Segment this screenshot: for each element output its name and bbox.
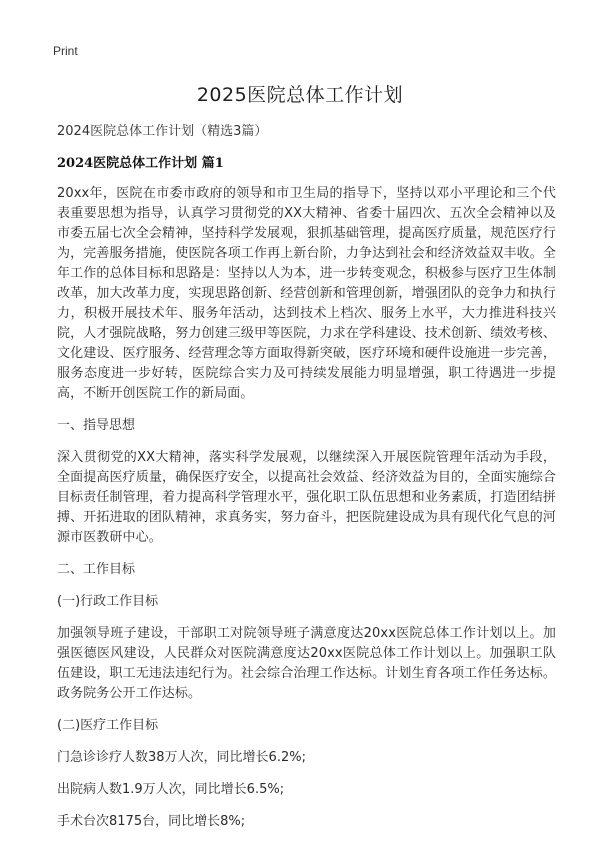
metric-surgery: 手术台次8175台，同比增长8%; <box>57 814 246 829</box>
heading-work-goals: 二、工作目标 <box>57 562 136 577</box>
document-body <box>57 122 556 844</box>
metric-outpatient: 门急诊诊疗人数38万人次，同比增长6.2%; <box>57 750 306 765</box>
document-subtitle: 2024医院总体工作计划（精选3篇） <box>57 124 268 139</box>
subheading-admin-goals: (一)行政工作目标 <box>57 594 159 609</box>
intro-paragraph: 20xx年，医院在市委市政府的领导和市卫生局的指导下，坚持以邓小平理论和三个代表重要思想为指导，认真学习贯彻党的XX大精神、省委十届四次、五次全会精神以及市委五届七次全会精神，坚持科学发展观，狠抓基础管理，提高医疗质量，规范医疗行为，完善服务措施，使医院各项工作再上新台阶，力争达到社会和经济效益双丰收。全年工作的总体目标和思路是：坚持以人为本，进一步转变观念，积极参与医疗卫生体制改革，加大改革力度，实现思路创新、经营创新和管理创新，增强团队的竞争力和执行力，积极开展技术年、服务年活动，达到技术上档次、服务上水平，大力推进科技兴院，人才强院战略，努力创建三级甲等医院，力求在学科建设、技术创新、绩效考核、文化建设、医疗服务、经营理念等方面取得新突破，医疗环境和硬件设施进一步完善，服务态度进一步好转，医院综合实力及可持续发展能力明显增强，职工待遇进一步提高，不断开创医院工作的新局面。 <box>57 186 556 401</box>
admin-paragraph: 加强领导班子建设，干部职工对院领导班子满意度达20xx医院总体工作计划以上。加强医德医风建设，人民群众对医院满意度达20xx医院总体工作计划以上。加强职工队伍建设，职工无违法违纪行为。社会综合治理工作达标。计划生育各项工作任务达标。政务院务公开工作达标。 <box>57 626 556 701</box>
subheading-medical-goals: (二)医疗工作目标 <box>57 718 159 733</box>
metric-discharge: 出院病人数1.9万人次，同比增长6.5%; <box>57 782 285 797</box>
section-heading: 2024医院总体工作计划 篇1 <box>57 156 224 171</box>
heading-guiding-thought: 一、指导思想 <box>57 418 136 433</box>
guiding-paragraph: 深入贯彻党的XX大精神，落实科学发展观，以继续深入开展医院管理年活动为手段，全面提高医疗质量，确保医疗安全，以提高社会效益、经济效益为目的，全面实施综合目标责任制管理，着力提高科学管理水平，强化职工队伍思想和业务素质，打造团结拼搏、开拓进取的团队精神，求真务实，努力奋斗，把医院建设成为具有现代化气息的河源市医教研中心。 <box>57 450 556 545</box>
document-title: 2025医院总体工作计划 <box>196 84 404 106</box>
print-button[interactable]: Print <box>53 44 78 58</box>
